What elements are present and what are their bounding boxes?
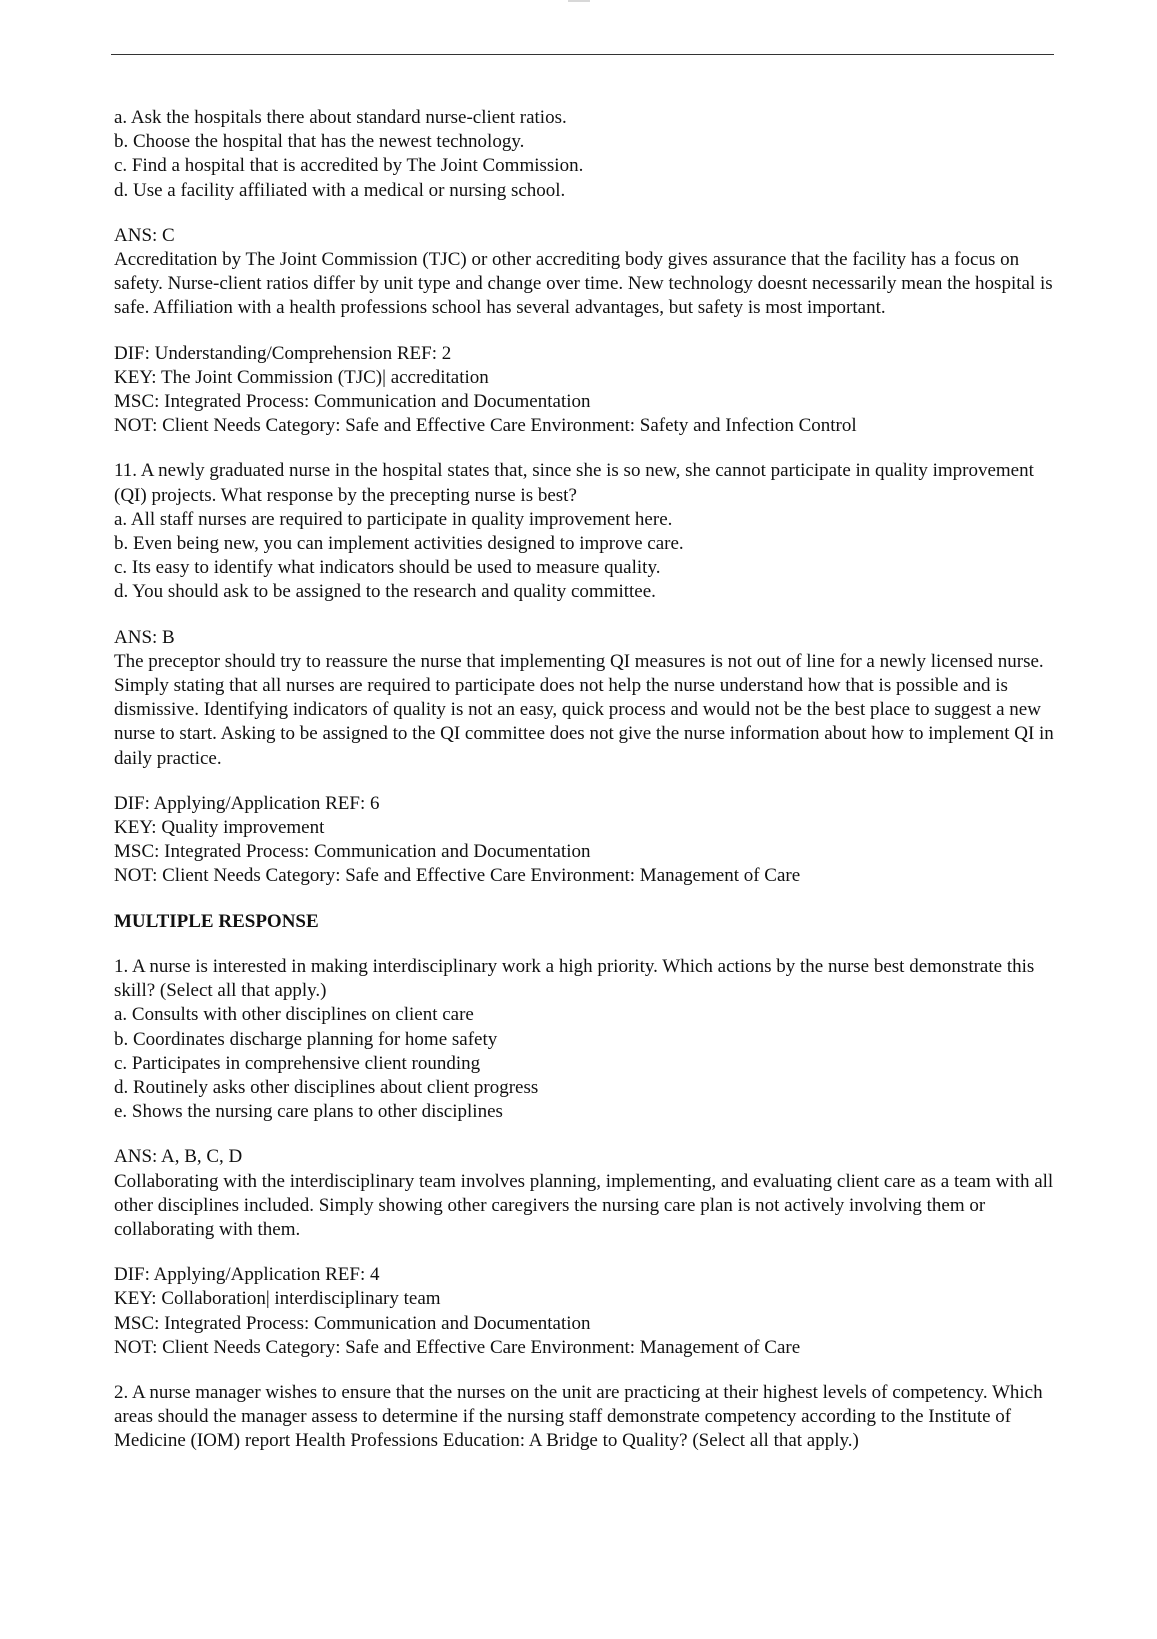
page-content [114,106,1054,1475]
section-heading: MULTIPLE RESPONSE [114,910,319,932]
question-stem: 1. A nurse is interested in making interdisciplinary work a high priority. Which actions by the nurse best demonstrate this skill? (Select all that apply.) [114,955,1035,1002]
option-c: c. Find a hospital that is accredited by The Joint Commission. [114,155,584,177]
answer-label: ANS: A, B, C, D [114,1146,243,1168]
keywords: KEY: Quality improvement [114,817,325,839]
mr-question-2 [114,1381,1054,1454]
difficulty: DIF: Understanding/Comprehension REF: 2 [114,342,452,364]
question-stem: 11. A newly graduated nurse in the hospital states that, since she is so new, she cannot participate in quality improvement (QI) projects. What response by the precepting nurse is best? [114,460,1034,506]
option-b: b. Choose the hospital that has the newest technology. [114,131,525,153]
option-b: b. Coordinates discharge planning for home safety [114,1028,498,1050]
client-needs: NOT: Client Needs Category: Safe and Effective Care Environment: Management of Care [114,865,801,887]
option-c: c. Its easy to identify what indicators should be used to measure quality. [114,557,661,579]
option-e: e. Shows the nursing care plans to other disciplines [114,1101,503,1123]
rationale: Collaborating with the interdisciplinary team involves planning, implementing, and evaluating client care as a team with all other disciplines included. Simply showing other caregivers the nursing care plan is not actively involving them or collaborating with them. [114,1170,1054,1240]
option-d: d. Routinely asks other disciplines about client progress [114,1076,539,1098]
answer-label: ANS: B [114,626,175,648]
rationale: Accreditation by The Joint Commission (TJC) or other accrediting body gives assurance that the facility has a focus on safety. Nurse-client ratios differ by unit type and change over time. New technology doesnt necessarily mean the hospital is safe. Affiliation with a health professions school has several advantages, but safety is most important. [114,249,1053,319]
page-top-mark [568,0,590,2]
answer-label: ANS: C [114,224,175,246]
option-a: a. Ask the hospitals there about standard nurse-client ratios. [114,107,567,128]
question-10-options [114,106,1054,203]
msc: MSC: Integrated Process: Communication and Documentation [114,841,591,863]
msc: MSC: Integrated Process: Communication and Documentation [114,1312,591,1334]
option-a: a. Consults with other disciplines on client care [114,1004,474,1026]
rationale: The preceptor should try to reassure the nurse that implementing QI measures is not out of line for a newly licensed nurse. Simply stating that all nurses are required to participate does not help the nurse understand how that is possible and is dismissive. Identifying indicators of quality is not an easy, quick process and would not be the best place to suggest a new nurse to start. Asking to be assigned to the QI committee does not give the nurse information about how to implement QI in daily practice. [114,650,1054,769]
question-10-answer [114,224,1054,321]
mr-question-1-answer [114,1145,1054,1242]
client-needs: NOT: Client Needs Category: Safe and Effective Care Environment: Safety and Infection Control [114,415,857,437]
question-10-meta [114,342,1054,439]
keywords: KEY: The Joint Commission (TJC)| accreditation [114,366,489,388]
keywords: KEY: Collaboration| interdisciplinary team [114,1288,441,1310]
question-stem: 2. A nurse manager wishes to ensure that the nurses on the unit are practicing at their highest levels of competency. Which areas should the manager assess to determine if the nursing staff demonstrate competency according to the Institute of Medicine (IOM) report Health Professions Education: A Bridge to Quality? (Select all that apply.) [114,1381,1043,1452]
difficulty: DIF: Applying/Application REF: 4 [114,1264,380,1286]
option-c: c. Participates in comprehensive client rounding [114,1052,481,1074]
client-needs: NOT: Client Needs Category: Safe and Effective Care Environment: Management of Care [114,1336,801,1358]
mr-question-1 [114,955,1054,1124]
option-d: d. Use a facility affiliated with a medical or nursing school. [114,179,566,201]
msc: MSC: Integrated Process: Communication and Documentation [114,391,591,413]
question-11-meta [114,792,1054,889]
header-rule [111,54,1054,55]
question-11 [114,459,1054,604]
mr-question-1-meta [114,1263,1054,1360]
option-d: d. You should ask to be assigned to the research and quality committee. [114,581,656,603]
option-b: b. Even being new, you can implement activities designed to improve care. [114,533,684,555]
question-11-answer [114,626,1054,771]
difficulty: DIF: Applying/Application REF: 6 [114,792,380,814]
option-a: a. All staff nurses are required to participate in quality improvement here. [114,508,673,530]
